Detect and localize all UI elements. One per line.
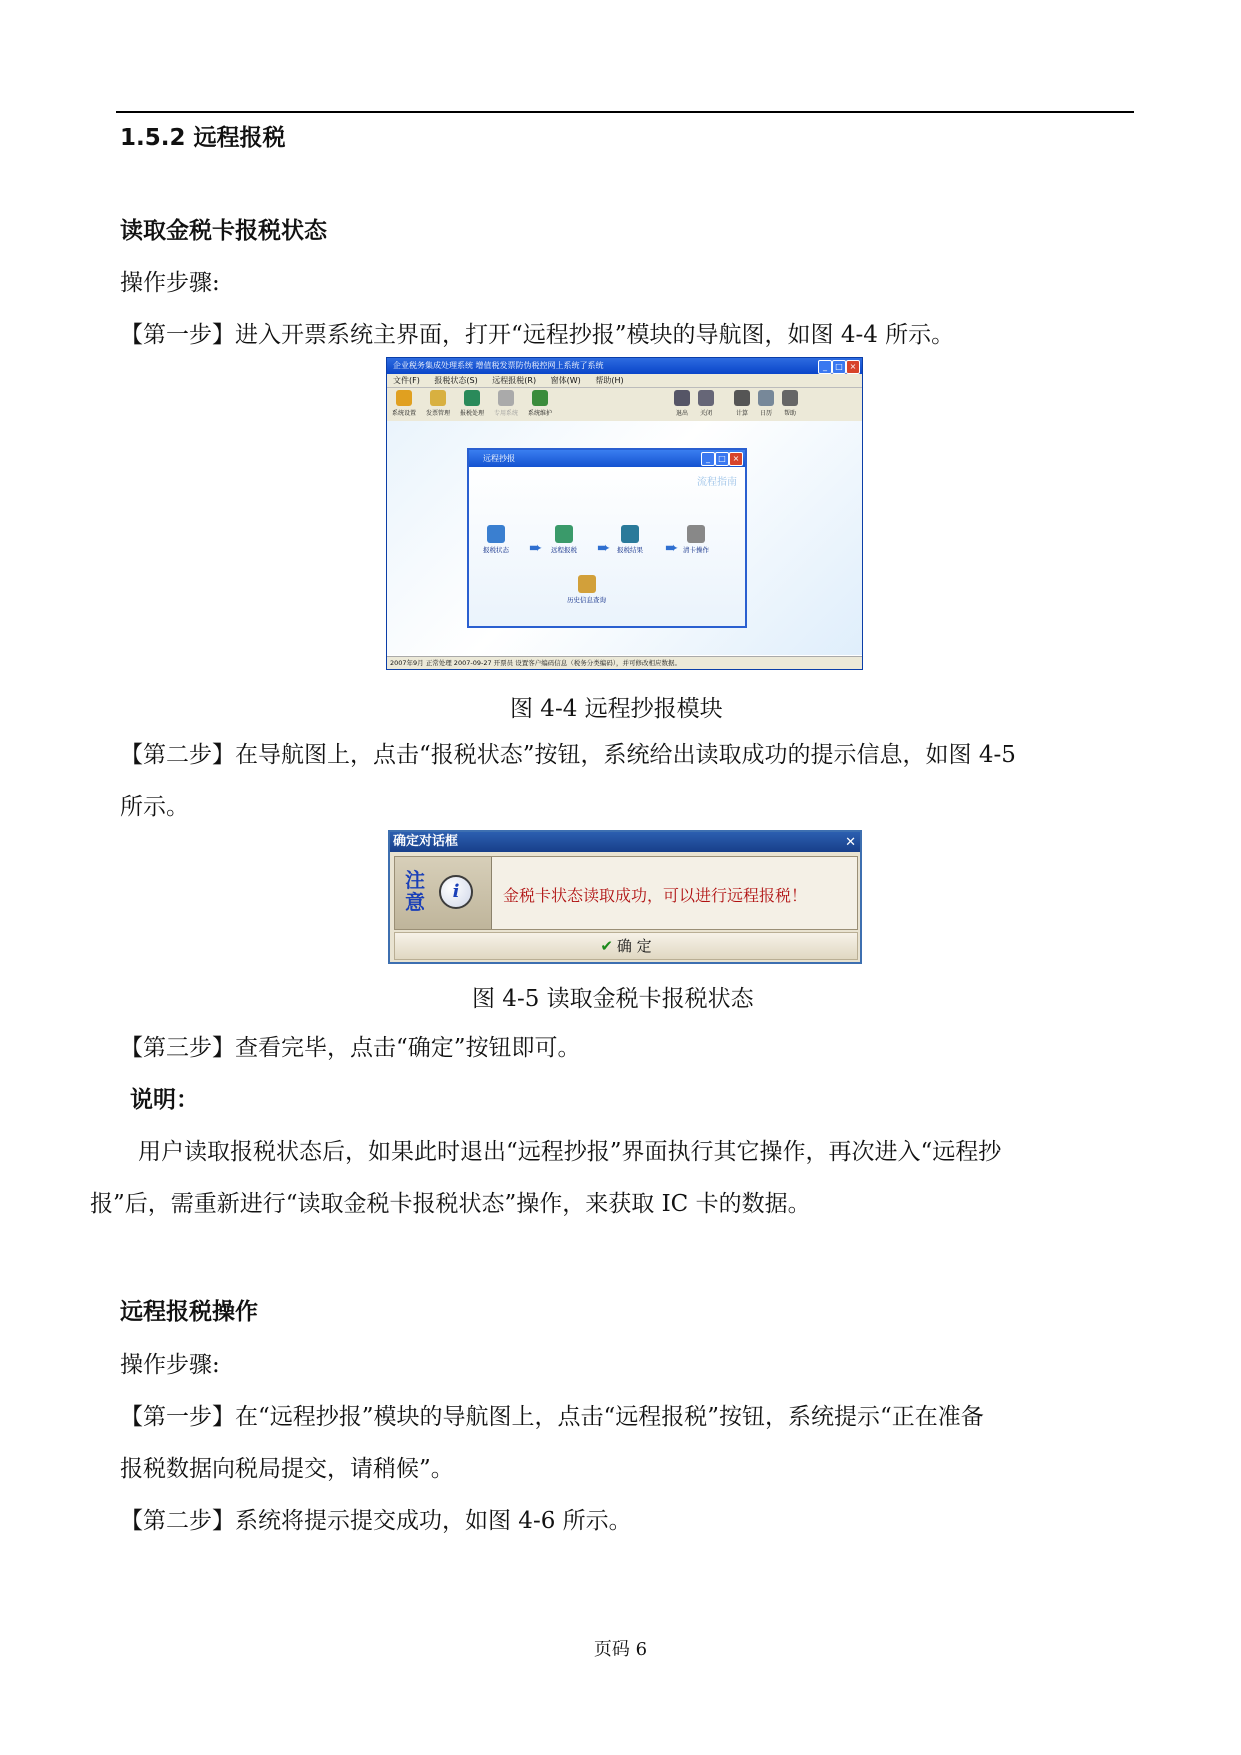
- minimize-icon[interactable]: _: [818, 360, 832, 374]
- dialog-title: 确定对话框: [393, 834, 459, 849]
- note-line-1: 用户读取报税状态后，如果此时退出“远程抄报”界面执行其它操作，再次进入“远程抄: [138, 1139, 1002, 1165]
- close-icon[interactable]: ×: [846, 360, 860, 374]
- inner-title: 远程抄报: [483, 454, 515, 463]
- flow-guide-label: 流程指南: [697, 477, 737, 488]
- inner-title-bar: [469, 450, 745, 467]
- heading-remote-tax: 远程报税操作: [120, 1299, 258, 1325]
- menu-window[interactable]: 窗体(W): [550, 376, 581, 385]
- remote-report-window: [467, 448, 747, 628]
- settings-icon: [396, 390, 412, 406]
- hand-icon: [687, 525, 705, 543]
- menu-bar: [387, 374, 862, 388]
- node-tax-status[interactable]: 报税状态: [483, 525, 509, 554]
- node-clear-card[interactable]: 清卡操作: [683, 525, 709, 554]
- part2-step-1-line-2: 报税数据向税局提交，请稍候”。: [120, 1456, 454, 1482]
- inner-close-icon[interactable]: ×: [729, 452, 743, 466]
- invoice-icon: [430, 390, 446, 406]
- steps-label: 操作步骤:: [120, 270, 220, 296]
- special-icon: [498, 390, 514, 406]
- close-icon[interactable]: ✕: [845, 835, 856, 850]
- header-rule: [116, 111, 1134, 113]
- arrow-icon: ➨: [597, 538, 611, 557]
- maintenance-icon: [532, 390, 548, 406]
- note-label: 说明：: [130, 1087, 199, 1113]
- step-2-line-2: 所示。: [120, 794, 189, 820]
- check-icon: ✔: [600, 937, 613, 955]
- figure-4-5-caption: 图 4-5 读取金税卡报税状态: [472, 986, 754, 1012]
- section-title: 1.5.2 远程报税: [120, 125, 286, 151]
- inner-maximize-icon[interactable]: □: [715, 452, 729, 466]
- arrow-icon: ➨: [529, 538, 543, 557]
- exit-icon: [674, 390, 690, 406]
- arrow-icon: ➨: [665, 538, 679, 557]
- tool-tax-processing[interactable]: 报税处理: [457, 390, 487, 417]
- tool-calendar[interactable]: 日历: [751, 390, 781, 417]
- dialog-message-box: [394, 856, 858, 930]
- calendar-icon: [758, 390, 774, 406]
- app-window-screenshot: [386, 357, 863, 670]
- close-window-icon: [698, 390, 714, 406]
- info-icon: i: [439, 875, 473, 909]
- confirm-dialog-screenshot: [388, 830, 862, 964]
- tax-icon: [464, 390, 480, 406]
- tool-calculator[interactable]: 计算: [727, 390, 757, 417]
- maximize-icon[interactable]: □: [832, 360, 846, 374]
- node-history-query[interactable]: 历史信息查询: [567, 575, 606, 604]
- history-icon: [578, 575, 596, 593]
- tool-invoice-management[interactable]: 发票管理: [423, 390, 453, 417]
- part2-step-1-line-1: 【第一步】在“远程抄报”模块的导航图上，点击“远程报税”按钮，系统提示“正在准备: [120, 1404, 984, 1430]
- tool-system-maintenance[interactable]: 系统维护: [525, 390, 555, 417]
- ok-button[interactable]: [394, 932, 858, 960]
- node-tax-result[interactable]: 报税结果: [617, 525, 643, 554]
- step-2-line-1: 【第二步】在导航图上，点击“报税状态”按钮，系统给出读取成功的提示信息，如图 4-5: [120, 742, 1016, 768]
- tool-system-settings[interactable]: 系统设置: [389, 390, 419, 417]
- step-3: 【第三步】查看完毕，点击“确定”按钮即可。: [120, 1035, 581, 1061]
- app-title: 企业税务集成处理系统 增值税发票防伪税控网上系统了系统: [393, 361, 604, 370]
- dialog-message: 金税卡状态读取成功，可以进行远程报税！: [503, 886, 808, 905]
- inner-minimize-icon[interactable]: _: [701, 452, 715, 466]
- menu-help[interactable]: 帮助(H): [595, 376, 624, 385]
- part2-step-2: 【第二步】系统将提示提交成功，如图 4-6 所示。: [120, 1508, 632, 1534]
- steps-label-2: 操作步骤:: [120, 1352, 220, 1378]
- app-title-bar: [387, 358, 862, 374]
- calculator-icon: [734, 390, 750, 406]
- tool-special-system[interactable]: 专用系统: [491, 390, 521, 417]
- menu-file[interactable]: 文件(F): [393, 376, 420, 385]
- menu-remote-tax[interactable]: 远程报税(R): [492, 376, 537, 385]
- tool-close[interactable]: 关闭: [691, 390, 721, 417]
- note-line-2: 报”后，需重新进行“读取金税卡报税状态”操作，来获取 IC 卡的数据。: [90, 1191, 811, 1217]
- page-number: 页码 6: [593, 1639, 648, 1660]
- result-chart-icon: [621, 525, 639, 543]
- computer-icon: [487, 525, 505, 543]
- status-bar: 2007年9月 正常处理 2007-09-27 开票员 设置客户编码信息（税务分类编码），并可修改相应数据。: [387, 656, 862, 669]
- dialog-title-bar: [390, 832, 860, 852]
- flow-guide-panel: [469, 467, 745, 626]
- node-remote-tax[interactable]: 远程报税: [551, 525, 577, 554]
- tool-help[interactable]: 帮助: [775, 390, 805, 417]
- dialog-side-panel: [395, 857, 492, 929]
- attention-label: 注意: [405, 868, 425, 914]
- heading-read-status: 读取金税卡报税状态: [120, 218, 327, 244]
- help-icon: [782, 390, 798, 406]
- step-1: 【第一步】进入开票系统主界面，打开“远程抄报”模块的导航图，如图 4-4 所示。: [120, 322, 955, 348]
- figure-4-4-caption: 图 4-4 远程抄报模块: [510, 696, 723, 722]
- toolbar: [387, 388, 862, 423]
- menu-tax-status[interactable]: 报税状态(S): [434, 376, 478, 385]
- tool-exit[interactable]: 退出: [667, 390, 697, 417]
- upload-icon: [555, 525, 573, 543]
- ok-button-label: 确 定: [616, 937, 652, 955]
